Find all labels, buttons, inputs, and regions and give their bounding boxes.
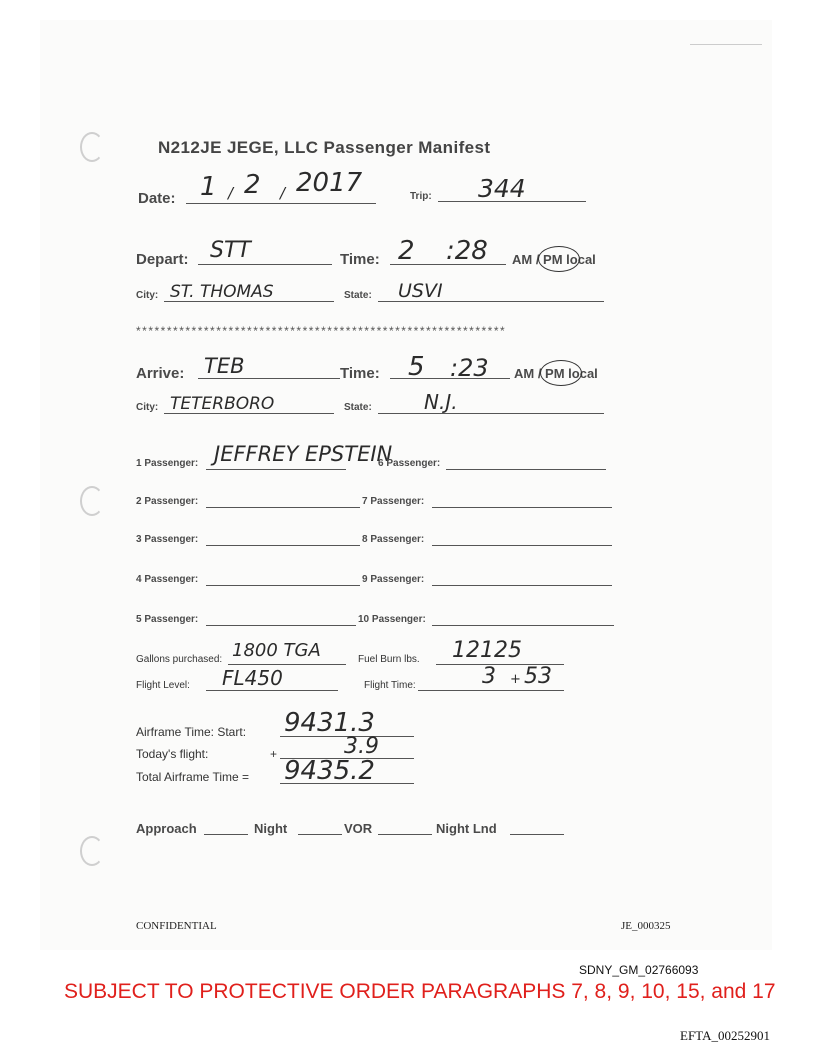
arrive-line <box>198 378 340 379</box>
approach-line <box>204 834 248 835</box>
date-label: Date: <box>138 190 176 207</box>
passenger-10-line <box>432 625 614 626</box>
arrive-city-label: City: <box>136 402 159 413</box>
total-airframe-label: Total Airframe Time = <box>136 770 250 784</box>
flight-time-line <box>418 690 564 691</box>
passenger-2-label: 2 Passenger: <box>136 496 199 507</box>
trip-label: Trip: <box>410 191 432 202</box>
passenger-1-name: JEFFREY EPSTEIN <box>214 442 393 466</box>
arrive-pm-circle <box>540 360 582 386</box>
arrive-time-label: Time: <box>340 365 380 382</box>
arrive-state: N.J. <box>424 390 458 414</box>
sdny-bates-number: SDNY_GM_02766093 <box>579 963 699 977</box>
vor-label: VOR <box>344 821 373 836</box>
passenger-1-label: 1 Passenger: <box>136 458 199 469</box>
manifest-title: N212JE JEGE, LLC Passenger Manifest <box>158 138 491 157</box>
depart-city: ST. THOMAS <box>170 282 274 302</box>
passenger-9-label: 9 Passenger: <box>362 574 425 585</box>
flight-time-label: Flight Time: <box>364 680 416 691</box>
flight-level-value: FL450 <box>222 666 283 690</box>
depart-state: USVI <box>398 280 443 302</box>
passenger-8-label: 8 Passenger: <box>362 534 425 545</box>
depart-minute: :28 <box>446 236 488 266</box>
vor-line <box>378 834 432 835</box>
arrive-label: Arrive: <box>136 365 185 382</box>
flight-level-label: Flight Level: <box>136 680 190 691</box>
todays-flight-value: 3.9 <box>344 734 379 759</box>
date-line <box>186 203 376 204</box>
arrive-state-label: State: <box>344 402 372 413</box>
depart-hour: 2 <box>398 236 415 266</box>
binder-hole-top <box>80 132 104 162</box>
depart-pm-circle <box>538 246 580 272</box>
star-separator: ************************************************************ <box>136 324 507 338</box>
fuel-burn-value: 12125 <box>452 638 522 663</box>
night-lnd-label: Night Lnd <box>436 821 497 836</box>
total-airframe-value: 9435.2 <box>284 756 375 786</box>
passenger-1-line <box>206 469 346 470</box>
trip-value: 344 <box>478 174 526 203</box>
fuel-burn-label: Fuel Burn lbs. <box>358 654 420 665</box>
efta-number: EFTA_00252901 <box>680 1028 770 1043</box>
date-sep-1: / <box>228 184 234 202</box>
depart-city-label: City: <box>136 290 159 301</box>
passenger-4-label: 4 Passenger: <box>136 574 199 585</box>
depart-time-label: Time: <box>340 251 380 268</box>
depart-label: Depart: <box>136 251 189 268</box>
date-sep-2: / <box>280 184 286 202</box>
night-lnd-line <box>510 834 564 835</box>
passenger-7-line <box>432 507 612 508</box>
gallons-value: 1800 TGA <box>232 640 321 661</box>
flight-level-line <box>206 690 338 691</box>
arrive-city: TETERBORO <box>170 394 275 414</box>
passenger-2-line <box>206 507 360 508</box>
passenger-7-label: 7 Passenger: <box>362 496 425 507</box>
passenger-6-label: 6 Passenger: <box>378 458 441 469</box>
scanned-page <box>40 20 772 950</box>
gallons-line <box>228 664 346 665</box>
confidential-label: CONFIDENTIAL <box>136 920 217 932</box>
passenger-5-line <box>206 625 356 626</box>
passenger-10-label: 10 Passenger: <box>358 614 426 625</box>
arrive-state-line <box>378 413 604 414</box>
je-bates-number: JE_000325 <box>621 920 671 932</box>
todays-flight-plus: + <box>270 747 278 761</box>
flight-time-hours: 3 <box>482 664 496 689</box>
passenger-9-line <box>432 585 612 586</box>
airframe-start-value: 9431.3 <box>284 708 375 738</box>
passenger-3-label: 3 Passenger: <box>136 534 199 545</box>
todays-flight-label: Today's flight: <box>136 747 209 761</box>
depart-airport: STT <box>210 238 251 263</box>
night-line <box>298 834 342 835</box>
flight-time-sep: + <box>510 672 521 687</box>
gallons-label: Gallons purchased: <box>136 654 223 665</box>
date-year: 2017 <box>296 168 363 198</box>
arrive-ampm-local: AM / PM local <box>514 366 598 381</box>
binder-hole-bottom <box>80 836 104 866</box>
date-day: 2 <box>244 170 261 200</box>
arrive-hour: 5 <box>408 352 425 382</box>
depart-ampm-local: AM / PM local <box>512 252 596 267</box>
arrive-minute: :23 <box>450 354 489 382</box>
night-label: Night <box>254 821 288 836</box>
passenger-3-line <box>206 545 360 546</box>
flight-time-minutes: 53 <box>524 664 552 689</box>
passenger-4-line <box>206 585 360 586</box>
arrive-airport: TEB <box>204 354 245 378</box>
passenger-8-line <box>432 545 612 546</box>
airframe-start-label: Airframe Time: Start: <box>136 725 247 739</box>
passenger-6-line <box>446 469 606 470</box>
approach-label: Approach <box>136 821 197 836</box>
protective-order-stamp: SUBJECT TO PROTECTIVE ORDER PARAGRAPHS 7, 8, 9, 10, 15, and 17 <box>64 980 776 1003</box>
passenger-5-label: 5 Passenger: <box>136 614 199 625</box>
depart-state-label: State: <box>344 290 372 301</box>
scan-mark <box>690 44 762 45</box>
date-month: 1 <box>200 172 217 202</box>
binder-hole-middle <box>80 486 104 516</box>
depart-line <box>198 264 332 265</box>
